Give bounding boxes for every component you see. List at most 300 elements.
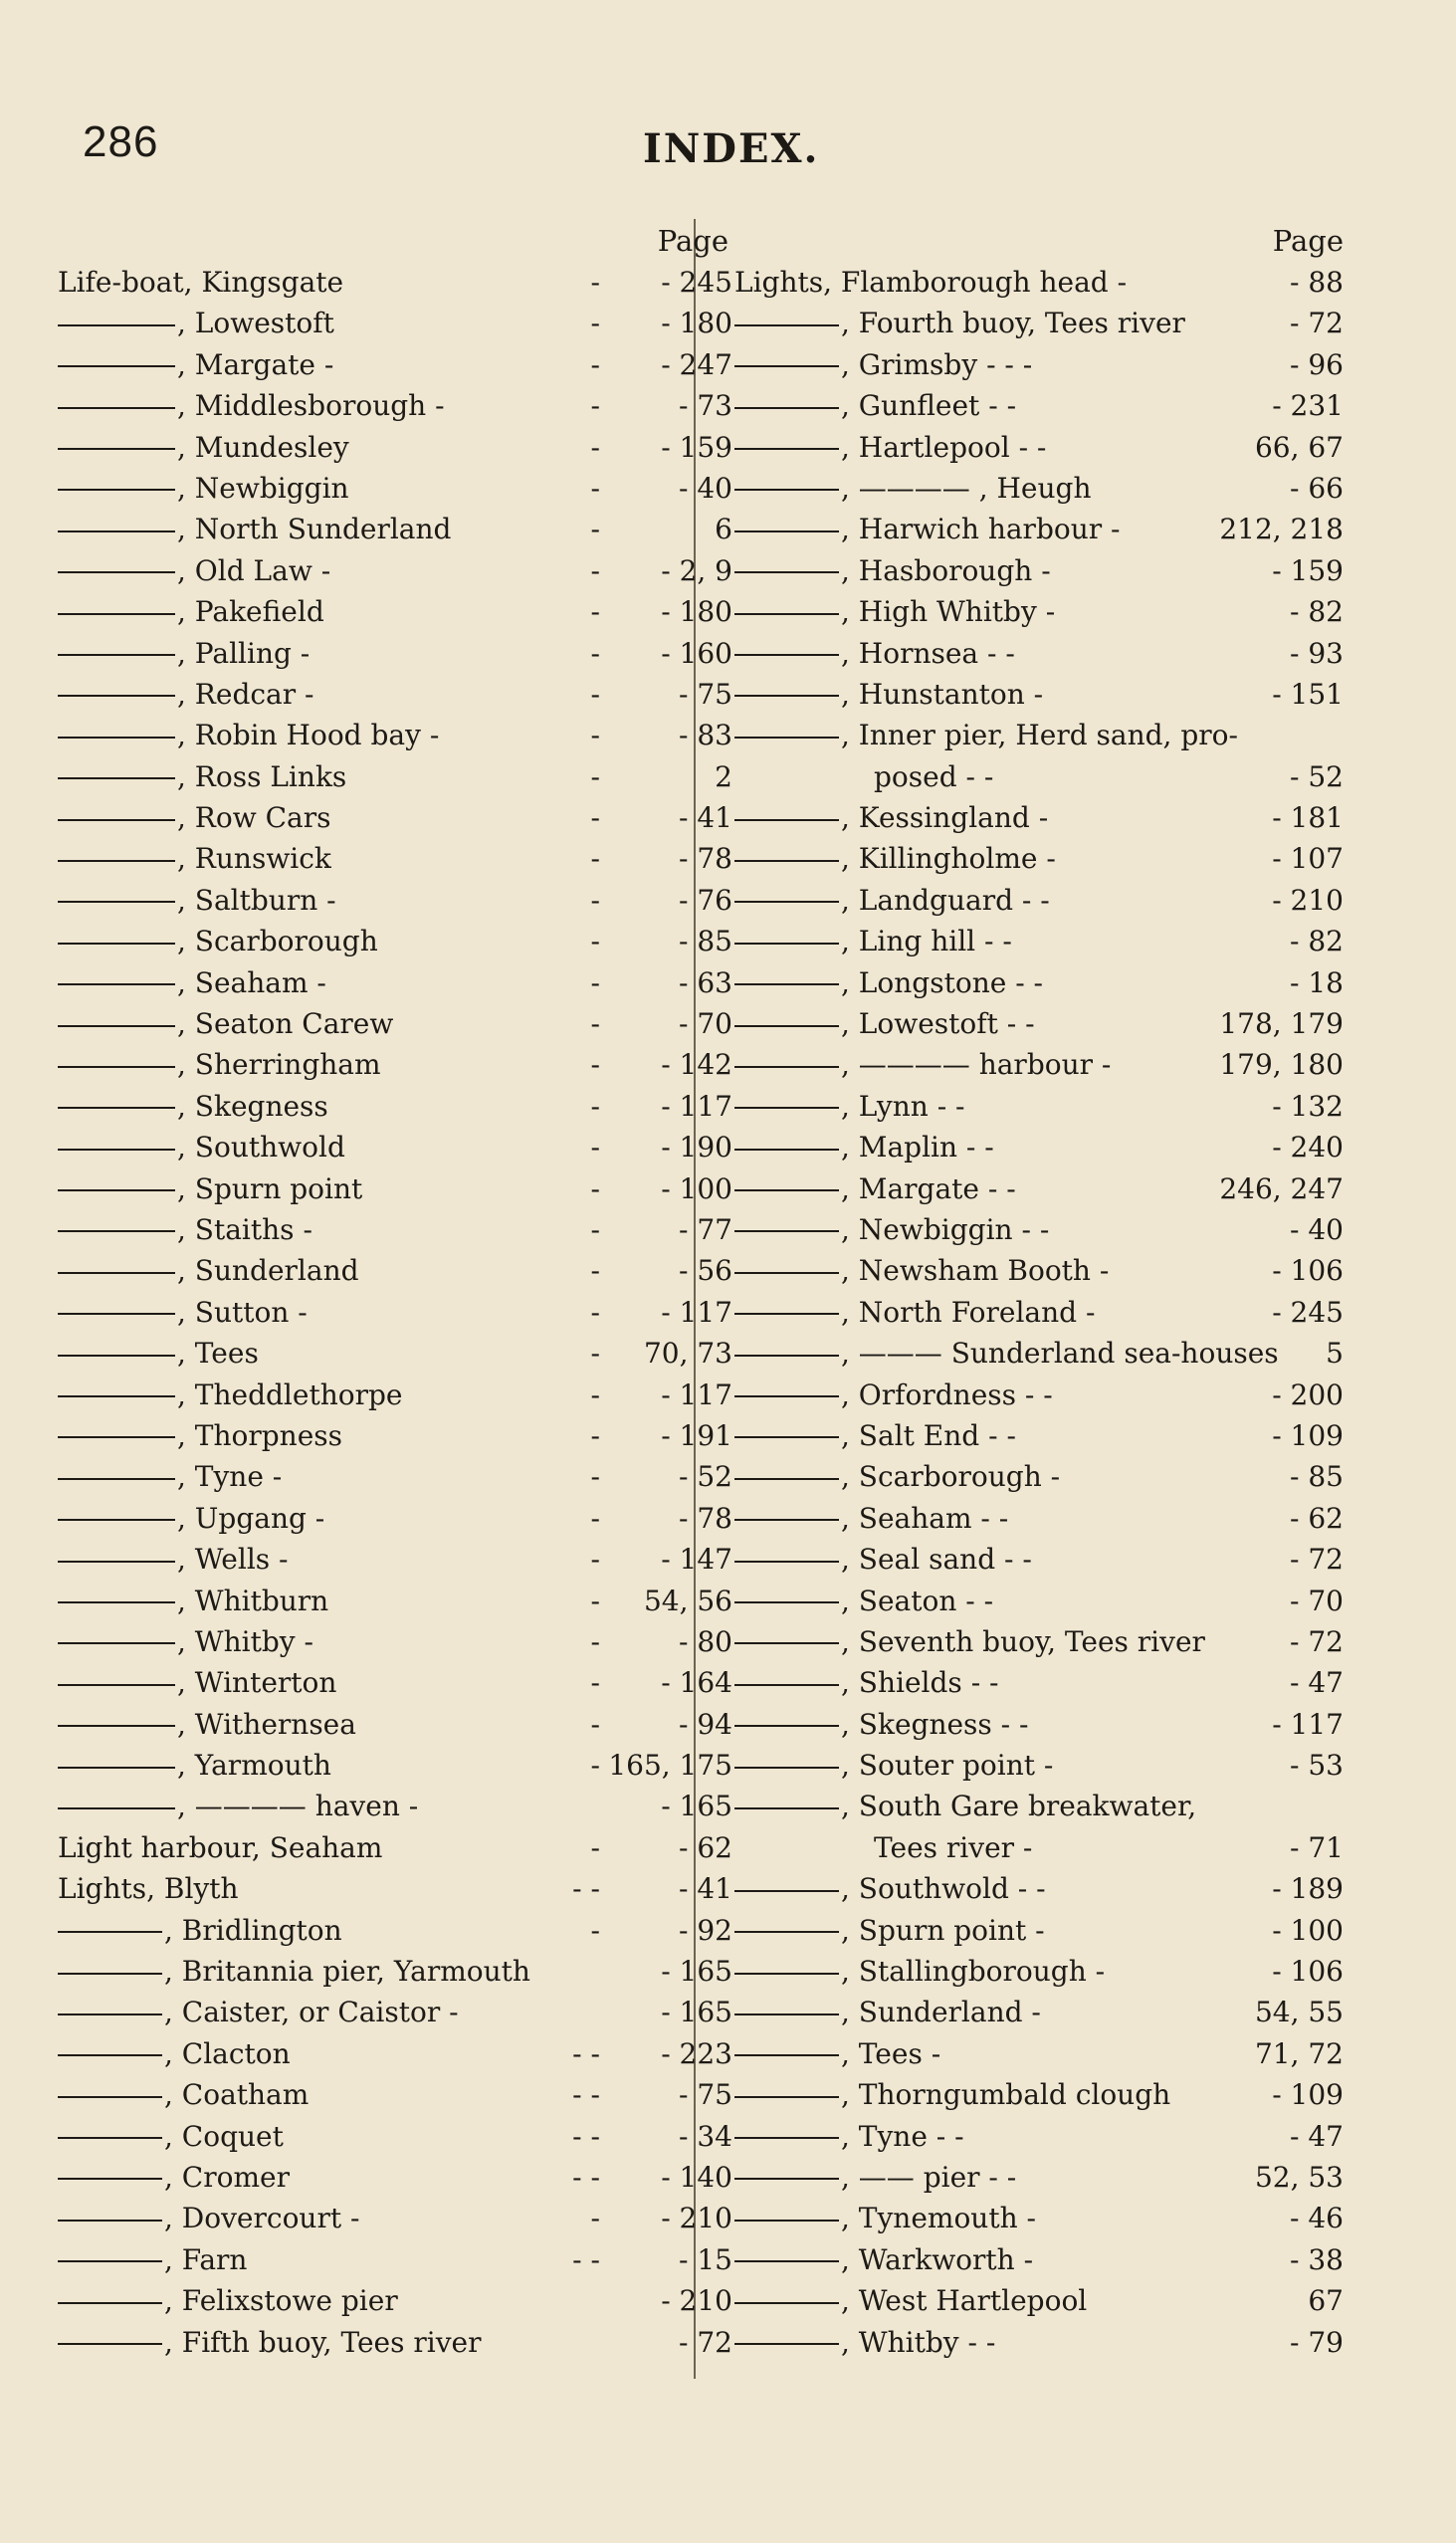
entry-text: , Seal sand - - <box>841 1543 1032 1577</box>
entry-page-number: - 82 <box>1290 925 1344 958</box>
entry-text: , Middlesborough - <box>177 389 445 423</box>
index-entry <box>734 2074 1344 2115</box>
entry-label <box>734 1662 999 1703</box>
entry-page-number: - 2, 9 <box>661 553 732 587</box>
index-entry <box>58 1292 734 1333</box>
entry-label <box>734 1168 1016 1209</box>
entry-page-number: - 15 <box>679 2242 732 2276</box>
index-column-right <box>734 224 1344 2363</box>
ditto-rule <box>58 1066 175 1068</box>
leader-dashes: - <box>590 1254 600 1288</box>
leader-dashes: - <box>590 1007 600 1041</box>
entry-label <box>734 1868 1046 1909</box>
entry-label <box>734 1292 1095 1333</box>
index-entry <box>734 591 1344 632</box>
ditto-rule <box>58 448 175 450</box>
entry-label <box>58 633 310 674</box>
entry-label <box>734 1086 965 1127</box>
entry-page-number: - 75 <box>679 677 732 711</box>
entry-label <box>734 1003 1035 1044</box>
entry-label <box>734 797 1048 838</box>
leader-dashes: - <box>590 1377 600 1411</box>
entry-label <box>58 1951 530 1992</box>
entry-text: , —— pier - - <box>841 2160 1017 2194</box>
index-entry <box>58 838 734 879</box>
entry-label <box>734 262 1127 303</box>
leader-dashes: - - <box>572 2160 600 2194</box>
entry-text: , Seventh buoy, Tees river <box>841 1624 1205 1658</box>
index-entry <box>734 1127 1344 1167</box>
entry-label <box>58 962 326 1003</box>
entry-text: , Margate - <box>177 347 334 381</box>
entry-text: , Killingholme - <box>841 842 1056 876</box>
ditto-rule <box>734 407 839 409</box>
entry-page-number: - 245 <box>661 266 732 299</box>
ditto-rule <box>734 1272 839 1274</box>
entry-page-number: - 200 <box>1272 1377 1344 1411</box>
entry-label <box>58 468 349 509</box>
index-entry <box>58 1992 734 2032</box>
index-entry <box>58 1127 734 1167</box>
entry-page-number: - 70 <box>1290 1584 1344 1617</box>
ditto-rule <box>734 2013 839 2015</box>
index-entry <box>734 1951 1344 1992</box>
entry-page-number: - 132 <box>1272 1089 1344 1123</box>
entry-page-number: - 85 <box>679 925 732 958</box>
entry-label <box>734 2116 964 2157</box>
ditto-rule <box>58 530 175 532</box>
ditto-rule <box>58 1931 162 1933</box>
ditto-rule <box>734 1395 839 1397</box>
leader-dashes: - <box>590 1048 600 1082</box>
entry-page-number: - 93 <box>1290 636 1344 670</box>
ditto-rule <box>58 613 175 615</box>
entry-text: , Hunstanton - <box>841 677 1044 711</box>
entry-text: , Souter point - <box>841 1749 1054 1783</box>
page-number: 286 <box>83 117 159 166</box>
ditto-rule <box>734 983 839 985</box>
index-entry <box>734 2239 1344 2280</box>
entry-label <box>734 1498 1008 1539</box>
entry-text: , Clacton <box>164 2036 291 2070</box>
entry-page-number: - 41 <box>679 1872 732 1906</box>
index-entry <box>734 1168 1344 1209</box>
ditto-rule <box>58 1436 175 1438</box>
entry-label <box>58 1704 356 1745</box>
entry-page-number: - 72 <box>1290 1624 1344 1658</box>
ditto-rule <box>734 1890 839 1892</box>
ditto-rule <box>734 324 839 326</box>
entry-page-number: - 142 <box>661 1048 732 1082</box>
index-entry <box>58 797 734 838</box>
entry-text: , Tyne - - <box>841 2119 964 2153</box>
ditto-rule <box>58 901 175 903</box>
entry-page-number: - 160 <box>661 636 732 670</box>
entry-label <box>734 2322 995 2363</box>
ditto-rule <box>58 737 175 739</box>
entry-label <box>734 385 1016 426</box>
index-entry <box>58 385 734 426</box>
entry-label <box>734 344 1032 385</box>
entry-label <box>734 1992 1041 2032</box>
entry-text: , Tees <box>177 1337 259 1371</box>
index-entry <box>58 1456 734 1497</box>
ditto-rule <box>734 613 839 615</box>
index-entry <box>58 1044 734 1085</box>
leader-dashes: - <box>590 925 600 958</box>
entry-text: , Bridlington <box>164 1913 342 1947</box>
entry-label <box>734 1745 1053 1786</box>
entry-label <box>734 1127 994 1167</box>
entry-page-number: - 73 <box>679 389 732 423</box>
leader-dashes: - <box>590 266 600 299</box>
entry-page-number: - 117 <box>661 1295 732 1329</box>
index-entry <box>734 344 1344 385</box>
ditto-rule <box>58 1230 175 1232</box>
entry-label <box>58 385 445 426</box>
entry-page-number: - 223 <box>661 2036 732 2070</box>
entry-text: , Row Cars <box>177 801 331 835</box>
ditto-rule <box>734 2096 839 2098</box>
leader-dashes: - <box>590 719 600 752</box>
leader-dashes: - <box>590 1131 600 1165</box>
index-entry <box>734 385 1344 426</box>
entry-page-number: - 46 <box>1290 2202 1344 2235</box>
ditto-rule <box>58 860 175 862</box>
index-entry <box>58 1704 734 1745</box>
entry-label <box>58 1539 289 1580</box>
entry-page-number: - 159 <box>661 430 732 464</box>
index-column-left <box>58 224 734 2363</box>
index-entry <box>58 1003 734 1044</box>
leader-dashes: - <box>590 1501 600 1535</box>
entry-label <box>58 344 333 385</box>
entry-label <box>58 838 331 879</box>
index-entry <box>734 880 1344 921</box>
entry-text: , Staiths - <box>177 1212 312 1246</box>
entry-text: , Runswick <box>177 842 331 876</box>
index-entry <box>58 962 734 1003</box>
index-entry <box>58 2157 734 2198</box>
entry-label <box>58 2239 247 2280</box>
index-entry <box>58 756 734 797</box>
ditto-rule <box>734 1355 839 1357</box>
index-entry <box>58 2198 734 2238</box>
entry-label <box>734 1786 1196 1826</box>
entry-page-number: - 94 <box>679 1707 732 1741</box>
leader-dashes: - <box>590 1624 600 1658</box>
index-entry <box>58 2239 734 2280</box>
entry-label <box>734 1910 1045 1951</box>
ditto-rule <box>58 1601 175 1603</box>
entry-text: , Saltburn - <box>177 883 336 917</box>
entry-page-number: - 70 <box>679 1007 732 1041</box>
ditto-rule <box>58 407 175 409</box>
ditto-rule <box>734 695 839 697</box>
entry-label <box>58 1827 382 1868</box>
ditto-rule <box>734 1313 839 1315</box>
index-entry <box>734 1086 1344 1127</box>
entry-page-number: - 117 <box>661 1089 732 1123</box>
entry-text: , Tyne - <box>177 1460 283 1494</box>
entry-page-number: - 107 <box>1272 842 1344 876</box>
entry-page-number: - 151 <box>1272 677 1344 711</box>
entry-label <box>58 1581 328 1621</box>
ditto-rule <box>58 777 175 779</box>
leader-dashes: - <box>590 2202 600 2235</box>
entry-label <box>734 468 1091 509</box>
index-entry <box>734 921 1344 961</box>
ditto-rule <box>58 819 175 821</box>
index-entry <box>734 509 1344 549</box>
ditto-rule <box>734 1149 839 1151</box>
entry-label <box>734 2239 1033 2280</box>
entry-text: Lights, Flamborough head - <box>734 266 1128 299</box>
leader-dashes: - <box>590 883 600 917</box>
ditto-rule <box>58 324 175 326</box>
entry-text: , Maplin - - <box>841 1131 994 1165</box>
entry-text: , Newbiggin <box>177 471 349 505</box>
entry-label <box>58 1621 313 1662</box>
index-entry <box>58 1375 734 1415</box>
leader-dashes: - <box>590 1584 600 1617</box>
leader-dashes: - <box>590 759 600 793</box>
ditto-rule <box>58 1767 175 1769</box>
index-entry <box>734 1415 1344 1456</box>
index-entry <box>734 262 1344 303</box>
leader-dashes: - - <box>572 2119 600 2153</box>
entry-text: , Coatham <box>164 2078 310 2112</box>
entry-text: , Landguard - - <box>841 883 1050 917</box>
entry-page-number: - 53 <box>1290 1749 1344 1783</box>
entry-text: , Coquet <box>164 2119 284 2153</box>
ditto-rule <box>734 654 839 656</box>
ditto-rule <box>734 1684 839 1686</box>
entry-page-number: - 147 <box>661 1543 732 1577</box>
leader-dashes: - <box>590 1460 600 1494</box>
entry-label <box>734 1333 1279 1374</box>
entry-page-number: 54, 55 <box>1254 1996 1344 2029</box>
entry-label <box>58 1086 328 1127</box>
entry-label <box>734 838 1056 879</box>
leader-dashes: - <box>590 1089 600 1123</box>
entry-text: , Spurn point <box>177 1171 363 1205</box>
index-entry <box>58 1868 734 1909</box>
entry-label <box>58 1992 459 2032</box>
entry-label <box>734 1415 1016 1456</box>
entry-label <box>58 591 324 632</box>
index-entry <box>734 674 1344 715</box>
index-entry <box>58 303 734 343</box>
index-entry <box>734 2116 1344 2157</box>
ditto-rule <box>734 2260 839 2262</box>
index-entry <box>734 1250 1344 1291</box>
entry-text: , Pakefield <box>177 595 324 629</box>
entry-page-number: - 72 <box>1290 307 1344 340</box>
ditto-rule <box>58 2096 162 2098</box>
entry-page-number: 178, 179 <box>1219 1007 1344 1041</box>
index-entry <box>58 591 734 632</box>
leader-dashes: - <box>590 801 600 835</box>
ditto-rule <box>734 1519 839 1521</box>
entry-text: , Withernsea <box>177 1707 356 1741</box>
index-entry <box>58 2280 734 2321</box>
entry-text: , Margate - - <box>841 1171 1016 1205</box>
entry-page-number: - 75 <box>679 2078 732 2112</box>
entry-page-number: - 82 <box>1290 595 1344 629</box>
entry-page-number: - 18 <box>1290 965 1344 999</box>
entry-label <box>58 880 336 921</box>
entry-text: , Theddlethorpe <box>177 1377 403 1411</box>
entry-text: , Seaham - <box>177 965 326 999</box>
entry-label <box>58 1044 381 1085</box>
index-entry <box>734 1581 1344 1621</box>
entry-text: , Skegness <box>177 1089 328 1123</box>
entry-page-number: 246, 247 <box>1219 1171 1344 1205</box>
leader-dashes: - <box>590 636 600 670</box>
ditto-rule <box>734 1436 839 1438</box>
index-entry <box>58 344 734 385</box>
ditto-rule <box>58 1313 175 1315</box>
index-entry <box>734 1209 1344 1250</box>
ditto-rule <box>734 819 839 821</box>
index-entry <box>734 1786 1344 1826</box>
index-entry <box>58 1786 734 1826</box>
entry-text: , Warkworth - <box>841 2242 1034 2276</box>
entry-page-number: - 96 <box>1290 347 1344 381</box>
entry-label <box>58 509 451 549</box>
index-entry <box>734 1375 1344 1415</box>
index-entry <box>58 1951 734 1992</box>
ditto-rule <box>58 1973 162 1975</box>
entry-label <box>58 1662 336 1703</box>
entry-page-number: - 62 <box>1290 1501 1344 1535</box>
ditto-rule <box>734 1230 839 1232</box>
entry-label <box>58 1786 418 1826</box>
entry-label <box>734 2198 1036 2238</box>
index-entry <box>734 756 1344 797</box>
entry-label <box>734 303 1185 343</box>
entry-text: , Sunderland <box>177 1254 359 1288</box>
ditto-rule <box>734 571 839 573</box>
entry-page-number: - 245 <box>1272 1295 1344 1329</box>
index-entry <box>58 1333 734 1374</box>
entry-text: , Scarborough - <box>841 1460 1061 1494</box>
entry-label <box>734 674 1043 715</box>
ditto-rule <box>58 1561 175 1563</box>
ditto-rule <box>58 365 175 367</box>
entry-text: , Old Law - <box>177 553 331 587</box>
entry-text: , Sherringham <box>177 1048 381 1082</box>
entry-text: , Ross Links <box>177 759 347 793</box>
index-entry <box>58 715 734 755</box>
entry-label <box>58 2074 309 2115</box>
entry-text: , Seaton Carew <box>177 1007 394 1041</box>
index-entry <box>58 1621 734 1662</box>
ditto-rule <box>58 2260 162 2262</box>
entry-label <box>58 1456 282 1497</box>
entry-label <box>58 1168 362 1209</box>
entry-page-number: - 210 <box>1272 883 1344 917</box>
entry-label <box>734 591 1055 632</box>
entry-page-number: - 165 <box>661 1790 732 1823</box>
index-entry <box>734 633 1344 674</box>
entry-page-number: - 78 <box>679 842 732 876</box>
entry-label <box>734 1621 1205 1662</box>
entry-page-number: - 47 <box>1290 2119 1344 2153</box>
ditto-rule <box>734 1725 839 1727</box>
index-entry <box>58 674 734 715</box>
entry-text: , High Whitby - <box>841 595 1056 629</box>
ditto-rule <box>58 943 175 945</box>
entry-page-number: - 34 <box>679 2119 732 2153</box>
entry-label <box>734 1044 1111 1085</box>
leader-dashes: - <box>590 347 600 381</box>
leader-dashes: - <box>590 513 600 546</box>
index-entry <box>58 2322 734 2363</box>
entry-text: Lights, Blyth <box>58 1872 239 1906</box>
ditto-rule <box>734 1107 839 1109</box>
leader-dashes: - - <box>572 2036 600 2070</box>
entry-page-number: - 210 <box>661 2284 732 2318</box>
entry-text: , Hasborough - <box>841 553 1051 587</box>
entry-text: , Newbiggin - - <box>841 1212 1050 1246</box>
leader-dashes: - <box>590 1749 600 1783</box>
entry-label <box>58 2033 291 2074</box>
entry-page-number: - 180 <box>661 595 732 629</box>
entry-text: , Yarmouth <box>177 1749 331 1783</box>
ditto-rule <box>734 1478 839 1480</box>
index-entry <box>58 1827 734 1868</box>
ditto-rule <box>58 1684 175 1686</box>
ditto-rule <box>734 1642 839 1644</box>
entry-text: , West Hartlepool <box>841 2284 1088 2318</box>
entry-text: , Palling - <box>177 636 311 670</box>
entry-page-number: 179, 180 <box>1219 1048 1344 1082</box>
entry-text: , Sunderland - <box>841 1996 1041 2029</box>
entry-label <box>734 509 1121 549</box>
entry-label <box>58 921 378 961</box>
index-entry <box>734 1333 1344 1374</box>
entry-text: , Shields - - <box>841 1666 999 1700</box>
ditto-rule <box>58 1725 175 1727</box>
leader-dashes: - <box>590 1707 600 1741</box>
entry-text: , Robin Hood bay - <box>177 719 440 752</box>
entry-page-number: - 189 <box>1272 1872 1344 1906</box>
entry-page-number: - 52 <box>679 1460 732 1494</box>
entry-text: , Sutton - <box>177 1295 308 1329</box>
entry-text: , ———— , Heugh <box>841 471 1092 505</box>
entry-page-number: - 79 <box>1290 2325 1344 2359</box>
entry-page-number: - 164 <box>661 1666 732 1700</box>
index-entry <box>734 2198 1344 2238</box>
entry-label <box>58 1209 312 1250</box>
entry-label <box>734 1209 1049 1250</box>
ditto-rule <box>734 943 839 945</box>
entry-text: , Lowestoft <box>177 307 334 340</box>
index-entry <box>58 2074 734 2115</box>
index-entry <box>734 427 1344 468</box>
index-entry <box>734 468 1344 509</box>
ditto-rule <box>58 1107 175 1109</box>
entry-page-number: - 83 <box>679 719 732 752</box>
leader-dashes: - <box>590 1666 600 1700</box>
entry-text: Light harbour, Seaham <box>58 1830 383 1864</box>
ditto-rule <box>734 448 839 450</box>
entry-label <box>58 1415 342 1456</box>
leader-dashes: - <box>590 1337 600 1371</box>
leader-dashes: - - <box>572 2242 600 2276</box>
